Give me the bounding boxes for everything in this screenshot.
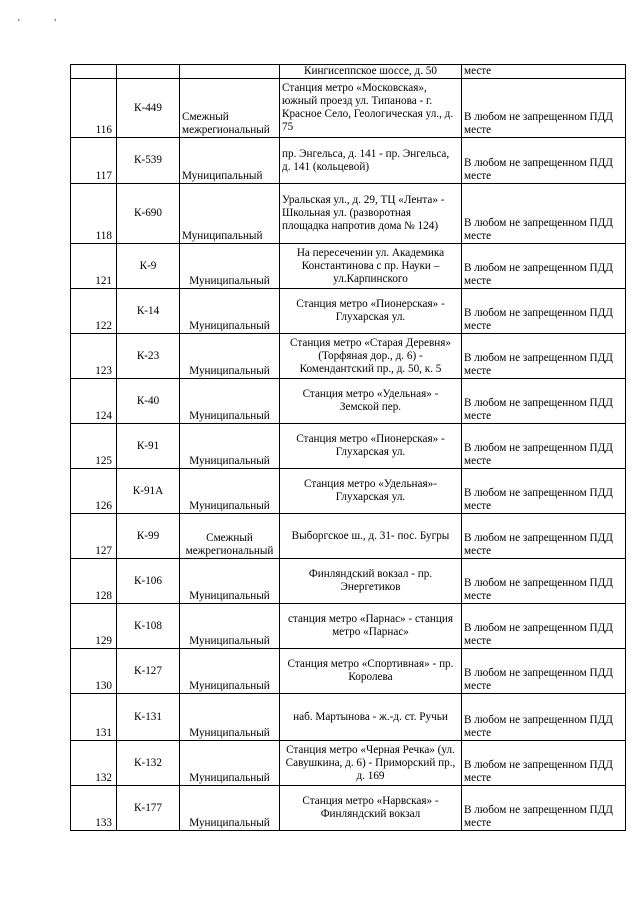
stop-place: месте — [462, 65, 626, 79]
route-code: К-539 — [117, 138, 180, 184]
stop-place: В любом не запрещенном ПДД месте — [462, 289, 626, 334]
stop-place: В любом не запрещенном ПДД месте — [462, 694, 626, 741]
route-endpoints: Станция метро «Пионерская» - Глухарская ул. — [280, 424, 462, 469]
table-row — [71, 244, 626, 289]
stop-place: В любом не запрещенном ПДД месте — [462, 334, 626, 379]
row-number: 127 — [71, 514, 117, 559]
table-row — [71, 514, 626, 559]
route-type: Муниципальный — [180, 334, 280, 379]
route-endpoints: пр. Энгельса, д. 141 - пр. Энгельса, д. 141 (кольцевой) — [280, 138, 462, 184]
table-row — [71, 424, 626, 469]
route-code: К-40 — [117, 379, 180, 424]
table-row — [71, 334, 626, 379]
row-number: 125 — [71, 424, 117, 469]
scan-corner-marks: ' ' — [18, 18, 73, 29]
row-number: 123 — [71, 334, 117, 379]
route-endpoints: Кингисеппское шоссе, д. 50 — [280, 65, 462, 79]
route-code: К-108 — [117, 604, 180, 649]
row-number: 133 — [71, 786, 117, 831]
stop-place: В любом не запрещенном ПДД месте — [462, 559, 626, 604]
route-type: Муниципальный — [180, 424, 280, 469]
table-row — [71, 649, 626, 694]
row-number: 129 — [71, 604, 117, 649]
route-code — [117, 65, 180, 79]
route-code: К-9 — [117, 244, 180, 289]
route-endpoints: Станция метро «Московская», южный проезд ул. Типанова - г. Красное Село, Геологическая ул., д. 75 — [280, 79, 462, 138]
route-type: Муниципальный — [180, 559, 280, 604]
route-code: К-91 — [117, 424, 180, 469]
row-number: 131 — [71, 694, 117, 741]
route-type: Муниципальный — [180, 244, 280, 289]
stop-place: В любом не запрещенном ПДД месте — [462, 138, 626, 184]
route-type: Муниципальный — [180, 379, 280, 424]
route-code: К-127 — [117, 649, 180, 694]
route-type: Муниципальный — [180, 138, 280, 184]
stop-place: В любом не запрещенном ПДД месте — [462, 604, 626, 649]
route-type: Муниципальный — [180, 604, 280, 649]
stop-place: В любом не запрещенном ПДД месте — [462, 514, 626, 559]
stop-place: В любом не запрещенном ПДД месте — [462, 379, 626, 424]
route-type: Муниципальный — [180, 649, 280, 694]
route-code: К-91А — [117, 469, 180, 514]
routes-table-body — [71, 65, 626, 831]
table-row — [71, 604, 626, 649]
route-endpoints: Выборгское ш., д. 31- пос. Бугры — [280, 514, 462, 559]
route-code: К-23 — [117, 334, 180, 379]
route-endpoints: Уральская ул., д. 29, ТЦ «Лента» - Школьная ул. (разворотная площадка напротив дома № 124) — [280, 184, 462, 244]
row-number: 132 — [71, 741, 117, 786]
route-code: К-99 — [117, 514, 180, 559]
row-number: 124 — [71, 379, 117, 424]
route-endpoints: Станция метро «Старая Деревня» (Торфяная дор., д. 6) - Комендантский пр., д. 50, к. 5 — [280, 334, 462, 379]
route-type: Смежный межрегиональный — [180, 514, 280, 559]
route-endpoints: Станция метро «Пионерская» - Глухарская ул. — [280, 289, 462, 334]
route-code: К-132 — [117, 741, 180, 786]
table-row — [71, 786, 626, 831]
row-number: 116 — [71, 79, 117, 138]
row-number — [71, 65, 117, 79]
route-endpoints: станция метро «Парнас» - станция метро «Парнас» — [280, 604, 462, 649]
route-code: К-106 — [117, 559, 180, 604]
stop-place: В любом не запрещенном ПДД месте — [462, 184, 626, 244]
route-type — [180, 65, 280, 79]
row-number: 117 — [71, 138, 117, 184]
route-code: К-177 — [117, 786, 180, 831]
table-row — [71, 79, 626, 138]
route-type: Муниципальный — [180, 184, 280, 244]
route-type: Муниципальный — [180, 741, 280, 786]
route-endpoints: Станция метро «Удельная»- Глухарская ул. — [280, 469, 462, 514]
row-number: 122 — [71, 289, 117, 334]
table-row — [71, 138, 626, 184]
route-type: Муниципальный — [180, 469, 280, 514]
route-type: Смежный межрегиональный — [180, 79, 280, 138]
table-row — [71, 741, 626, 786]
stop-place: В любом не запрещенном ПДД месте — [462, 649, 626, 694]
routes-table — [70, 64, 626, 831]
route-type: Муниципальный — [180, 694, 280, 741]
table-row — [71, 379, 626, 424]
route-endpoints: На пересечении ул. Академика Константинова с пр. Науки – ул.Карпинского — [280, 244, 462, 289]
route-endpoints: наб. Мартынова - ж.-д. ст. Ручьи — [280, 694, 462, 741]
stop-place: В любом не запрещенном ПДД месте — [462, 424, 626, 469]
stop-place: В любом не запрещенном ПДД месте — [462, 786, 626, 831]
stop-place: В любом не запрещенном ПДД месте — [462, 244, 626, 289]
row-number: 126 — [71, 469, 117, 514]
table-row — [71, 184, 626, 244]
table-row — [71, 559, 626, 604]
route-endpoints: Станция метро «Нарвская» - Финляндский вокзал — [280, 786, 462, 831]
route-endpoints: Станция метро «Спортивная» - пр. Королева — [280, 649, 462, 694]
row-number: 128 — [71, 559, 117, 604]
route-code: К-449 — [117, 79, 180, 138]
table-row — [71, 289, 626, 334]
row-number: 118 — [71, 184, 117, 244]
stop-place: В любом не запрещенном ПДД месте — [462, 469, 626, 514]
table-row — [71, 65, 626, 79]
table-row — [71, 694, 626, 741]
route-endpoints: Финляндский вокзал - пр. Энергетиков — [280, 559, 462, 604]
table-row — [71, 469, 626, 514]
stop-place: В любом не запрещенном ПДД месте — [462, 79, 626, 138]
route-code: К-131 — [117, 694, 180, 741]
route-endpoints: Станция метро «Удельная» - Земской пер. — [280, 379, 462, 424]
route-code: К-690 — [117, 184, 180, 244]
route-endpoints: Станция метро «Черная Речка» (ул. Савушкина, д. 6) - Приморский пр., д. 169 — [280, 741, 462, 786]
row-number: 130 — [71, 649, 117, 694]
stop-place: В любом не запрещенном ПДД месте — [462, 741, 626, 786]
route-type: Муниципальный — [180, 289, 280, 334]
route-code: К-14 — [117, 289, 180, 334]
route-type: Муниципальный — [180, 786, 280, 831]
row-number: 121 — [71, 244, 117, 289]
